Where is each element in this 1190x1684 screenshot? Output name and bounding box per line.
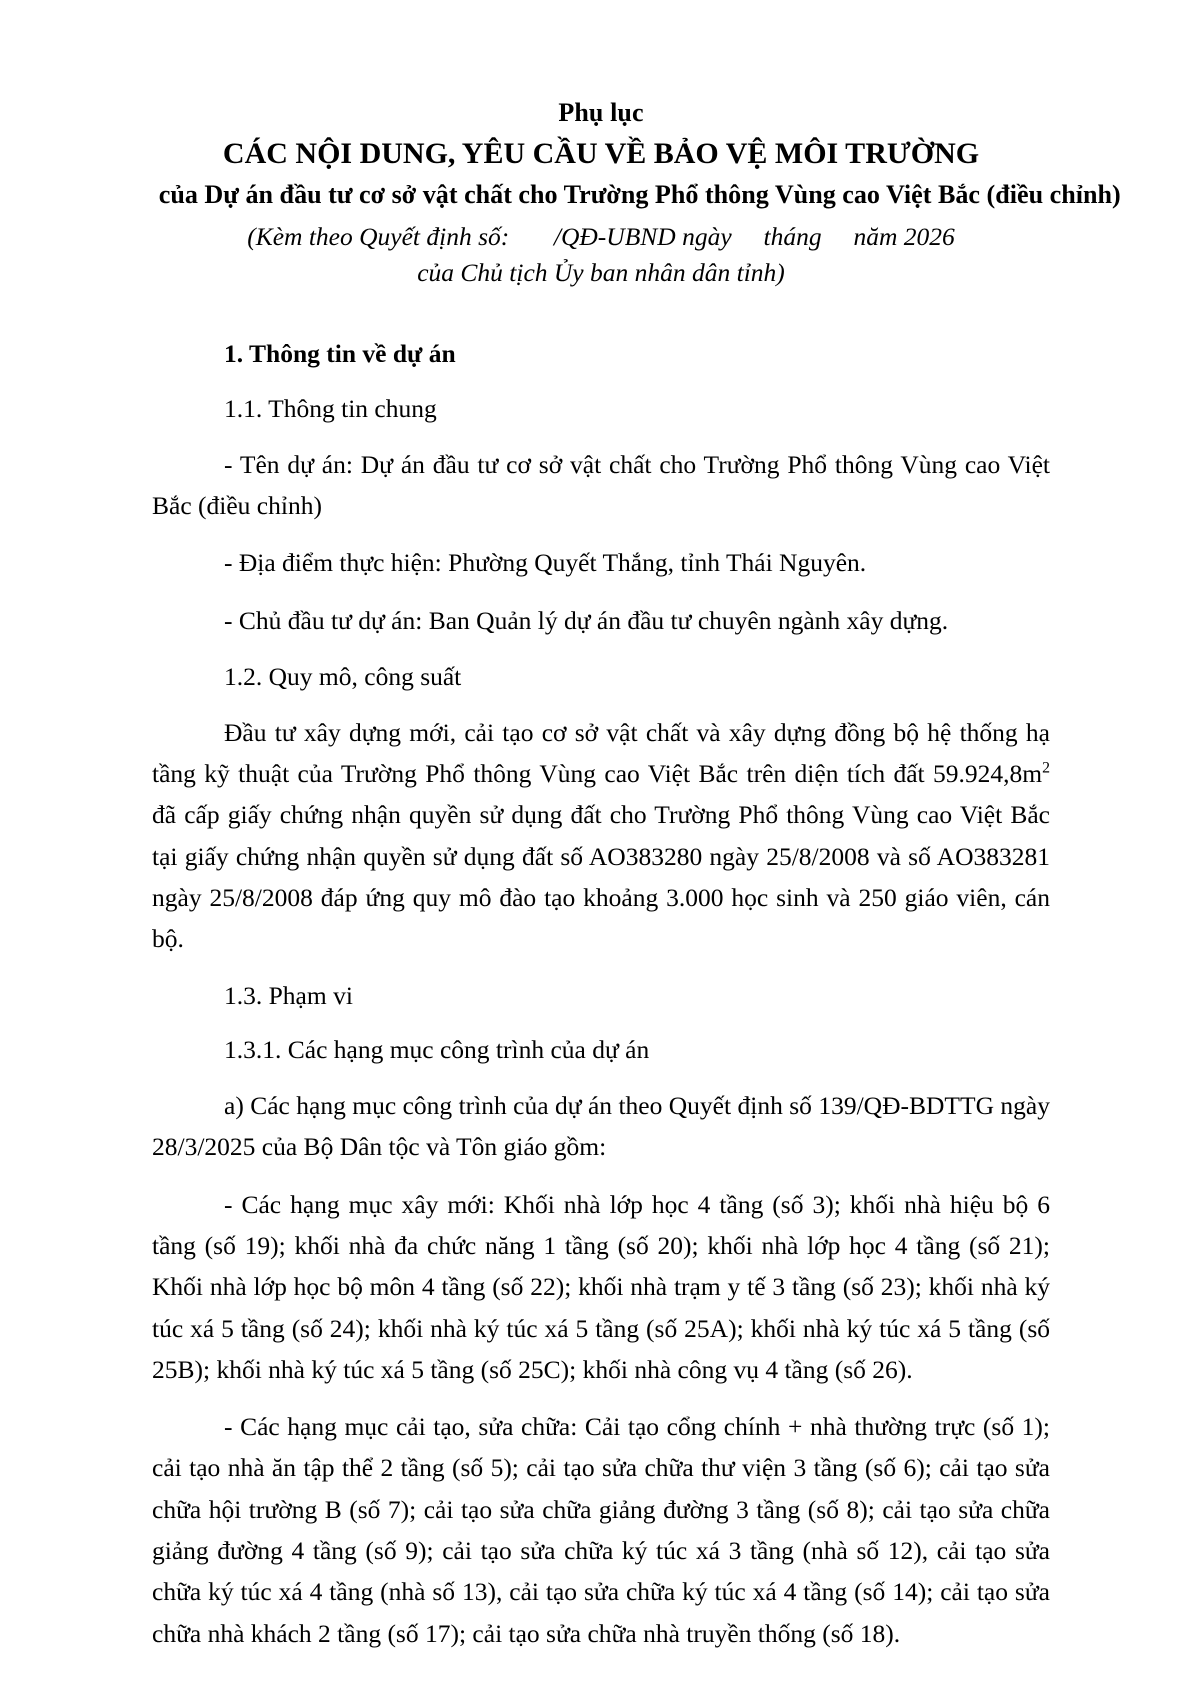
attachment-reference-line-1: (Kèm theo Quyết định số: /QĐ-UBND ngày tháng năm 2026 [247, 221, 955, 251]
section-1-heading: 1. Thông tin về dự án [224, 339, 456, 369]
section-1-2-heading: 1.2. Quy mô, công suất [224, 661, 462, 691]
section-1-3-heading: 1.3. Phạm vi [224, 980, 353, 1010]
document-title: CÁC NỘI DUNG, YÊU CẦU VỀ BẢO VỆ MÔI TRƯỜNG [222, 136, 980, 170]
project-scale-text-part-1: Đầu tư xây dựng mới, cải tạo cơ sở vật chất và xây dựng đồng bộ hệ thống hạ tầng kỹ thuật của Trường Phổ thông Vùng cao Việt Bắc trên diện tích đất 59.924,8m [152, 717, 1050, 789]
document-body [152, 334, 1050, 1654]
appendix-label: Phụ lục [558, 98, 644, 127]
project-name-paragraph: - Tên dự án: Dự án đầu tư cơ sở vật chất cho Trường Phổ thông Vùng cao Việt Bắc (điều chỉnh) [152, 449, 1050, 521]
renovation-items-paragraph: - Các hạng mục cải tạo, sửa chữa: Cải tạo cổng chính + nhà thường trực (số 1); cải tạo nhà ăn tập thể 2 tầng (số 5); cải tạo sửa chữa thư viện 3 tầng (số 6); cải tạo sửa chữa hội trường B (số 7); cải tạo sửa chữa giảng đường 3 tầng (số 8); cải tạo sửa chữa giảng đường 4 tầng (số 9); cải tạo sửa chữa ký túc xá 3 tầng (nhà số 12), cải tạo sửa chữa ký túc xá 4 tầng (nhà số 13), cải tạo sửa chữa ký túc xá 4 tầng (số 14); cải tạo sửa chữa nhà khách 2 tầng (số 17); cải tạo sửa chữa nhà truyền thống (số 18). [152, 1412, 1050, 1648]
section-1-1-heading: 1.1. Thông tin chung [224, 393, 437, 423]
section-1-3-1-heading: 1.3.1. Các hạng mục công trình của dự án [224, 1035, 650, 1065]
new-construction-items-paragraph: - Các hạng mục xây mới: Khối nhà lớp học 4 tầng (số 3); khối nhà hiệu bộ 6 tầng (số 19); khối nhà đa chức năng 1 tầng (số 20); khối nhà lớp học 4 tầng (số 21); Khối nhà lớp học bộ môn 4 tầng (số 22); khối nhà trạm y tế 3 tầng (số 23); khối nhà ký túc xá 5 tầng (số 24); khối nhà ký túc xá 5 tầng (số 25A); khối nhà ký túc xá 5 tầng (số 25B); khối nhà ký túc xá 5 tầng (số 25C); khối nhà công vụ 4 tầng (số 26). [152, 1189, 1050, 1384]
project-investor-paragraph: - Chủ đầu tư dự án: Ban Quản lý dự án đầu tư chuyên ngành xây dựng. [224, 605, 949, 635]
attachment-reference-line-2: của Chủ tịch Ủy ban nhân dân tỉnh) [417, 257, 785, 287]
project-scale-text-part-2: đã cấp giấy chứng nhận quyền sử dụng đất cho Trường Phổ thông Vùng cao Việt Bắc tại giấy chứng nhận quyền sử dụng đất số AO383280 ngày 25/8/2008 và số AO383281 ngày 25/8/2008 đáp ứng quy mô đào tạo khoảng 3.000 học sinh và 250 giáo viên, cán bộ. [152, 800, 1050, 954]
document-header [152, 96, 1121, 290]
decision-reference-paragraph: a) Các hạng mục công trình của dự án theo Quyết định số 139/QĐ-BDTTG ngày 28/3/2025 của Bộ Dân tộc và Tôn giáo gồm: [152, 1091, 1050, 1162]
square-meter-superscript: 2 [1042, 759, 1050, 777]
document-subtitle: của Dự án đầu tư cơ sở vật chất cho Trường Phổ thông Vùng cao Việt Bắc (điều chỉnh) [158, 179, 1121, 210]
project-location-paragraph: - Địa điểm thực hiện: Phường Quyết Thắng, tỉnh Thái Nguyên. [224, 548, 867, 578]
project-scale-paragraph [152, 712, 1050, 960]
